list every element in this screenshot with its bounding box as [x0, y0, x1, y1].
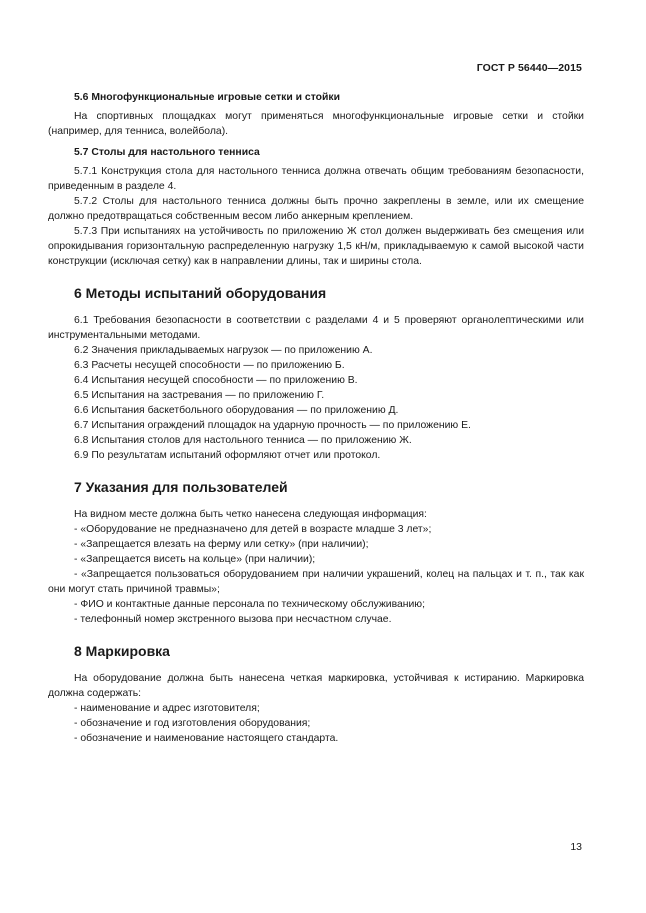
list-item: 6.1 Требования безопасности в соответствии с разделами 4 и 5 проверяют органолептическими или инструментальными методами. — [48, 315, 584, 341]
section-7-intro: На видном месте должна быть четко нанесена следующая информация: — [74, 509, 427, 520]
list-item: - телефонный номер экстренного вызова при несчастном случае. — [74, 614, 392, 625]
list-item: 6.2 Значения прикладываемых нагрузок — по приложению А. — [74, 345, 373, 356]
section-8-intro: На оборудование должна быть нанесена четкая маркировка, устойчивая к истиранию. Маркировка должна содержать: — [48, 673, 584, 699]
list-item: - «Запрещается висеть на кольце» (при наличии); — [74, 554, 316, 565]
list-item: - ФИО и контактные данные персонала по техническому обслуживанию; — [74, 599, 425, 610]
list-item: 6.7 Испытания ограждений площадок на ударную прочность — по приложению Е. — [74, 420, 471, 431]
section-5-6-heading: 5.6 Многофункциональные игровые сетки и стойки — [74, 92, 340, 103]
document-header: ГОСТ Р 56440—2015 — [476, 62, 582, 74]
list-item: 6.3 Расчеты несущей способности — по приложению Б. — [74, 360, 345, 371]
list-item: 6.4 Испытания несущей способности — по приложению В. — [74, 375, 358, 386]
section-5-7-3-text: 5.7.3 При испытаниях на устойчивость по приложению Ж стол должен выдерживать без смещения или опрокидывания горизонтальную распределенную нагрузку 1,5 кН/м, прикладываемую к самой высокой части конструкции (исключая сетку) как в направлении длины, так и ширины стола. — [48, 226, 584, 267]
page-number: 13 — [570, 841, 582, 853]
list-item: - обозначение и год изготовления оборудования; — [74, 718, 311, 729]
section-5-7-heading: 5.7 Столы для настольного тенниса — [74, 147, 260, 158]
section-6-heading: 6 Методы испытаний оборудования — [74, 285, 327, 301]
list-item: - обозначение и наименование настоящего стандарта. — [74, 733, 339, 744]
section-5-7-2-text: 5.7.2 Столы для настольного тенниса должны быть прочно закреплены в земле, или их смещение должно предотвращаться собственным весом либо анкерным креплением. — [48, 196, 584, 222]
list-item: 6.9 По результатам испытаний оформляют отчет или протокол. — [74, 450, 381, 461]
section-5-6-text: На спортивных площадках могут применяться многофункциональные игровые сетки и стойки (например, для тенниса, волейбола). — [48, 111, 584, 137]
section-5-7-1-text: 5.7.1 Конструкция стола для настольного тенниса должна отвечать общим требованиям безопасности, приведенным в разделе 4. — [48, 166, 584, 192]
page-content — [48, 90, 584, 746]
list-item: 6.6 Испытания баскетбольного оборудования — по приложению Д. — [74, 405, 399, 416]
list-item: 6.8 Испытания столов для настольного тенниса — по приложению Ж. — [74, 435, 412, 446]
list-item: - «Оборудование не предназначено для детей в возрасте младше 3 лет»; — [74, 524, 432, 535]
list-item: 6.5 Испытания на застревания — по приложению Г. — [74, 390, 325, 401]
section-7-heading: 7 Указания для пользователей — [74, 479, 288, 495]
list-item: - наименование и адрес изготовителя; — [74, 703, 260, 714]
list-item: - «Запрещается пользоваться оборудованием при наличии украшений, колец на пальцах и т. п., так как они могут стать причиной травмы»; — [48, 569, 584, 595]
list-item: - «Запрещается влезать на ферму или сетку» (при наличии); — [74, 539, 369, 550]
section-8-heading: 8 Маркировка — [74, 643, 170, 659]
